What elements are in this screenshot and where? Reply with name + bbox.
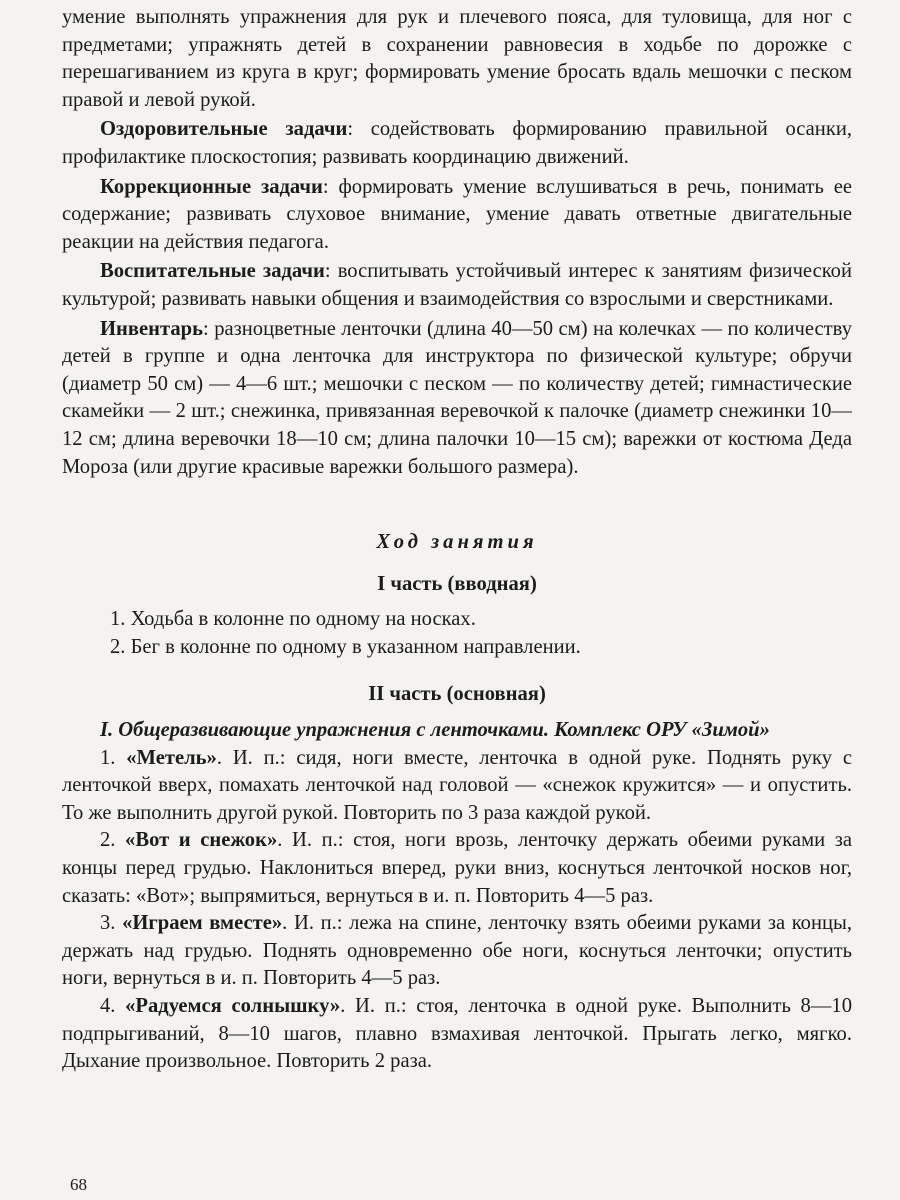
intro-paragraph: умение выполнять упражнения для рук и плечевого пояса, для туловища, для ног с предметами; упражнять детей в сохранении равновесия в ходьбе по дорожке с перешагиванием из круга в круг; формировать умение бросать вдаль мешочки с песком правой и левой рукой. [62,6,852,111]
part2-title: II часть (основная) [368,683,546,706]
exercise-number: 3. [100,912,123,935]
exercise-paragraph [62,745,852,828]
exercise-name: «Метель» [126,746,217,769]
correction-tasks-paragraph [62,174,852,257]
exercise-name: «Радуемся солнышку» [125,995,341,1017]
health-tasks-paragraph [62,116,852,171]
page-content [62,4,852,1076]
health-tasks-label: Оздоровительные задачи [100,118,348,141]
health-tasks-text: : содействовать формированию правильной осанки, профилактике плоскостопия; развивать координацию движений. [62,118,852,168]
part1-title: I часть (вводная) [377,572,537,595]
correction-tasks-label: Коррекционные задачи [100,175,323,198]
section-title: I. Общеразвивающие упражнения с ленточками. Комплекс ОРУ «Зимой» [100,719,770,742]
page-number: 68 [70,1175,87,1194]
exercise-number: 2. [100,829,126,852]
exercise-number: 4. [100,995,126,1017]
exercise-number: 1. [100,746,127,769]
exercise-paragraph [62,993,852,1076]
exercise-text: . И. п.: сидя, ноги вместе, ленточка в одной руке. Поднять руку с ленточкой вверх, помахать ленточкой над головой — «снежок кружится» — и опустить. То же выполнить другой рукой. Повторить по 3 раза каждой рукой. [62,746,852,824]
inventory-text: : разноцветные ленточки (длина 40—50 см) на колечках — по количеству детей в группе и одна ленточка для инструктора по физической культуре; обручи (диаметр 50 см) — 4—6 шт.; мешочки с песком — по количеству детей; гимнастические скамейки — 2 шт.; снежинка, привязанная веревочкой к палочке (диаметр снежинки 10—12 см; длина веревочки 18—10 см; длина палочки 10—15 см); варежки от костюма Деда Мороза (или другие красивые варежки большого размера). [62,317,852,478]
course-title: Ход занятия [376,531,538,554]
part1-item: 2. Бег в колонне по одному в указанном направлении. [110,635,581,658]
exercise-text: . И. п.: стоя, ноги врозь, ленточку держать обеими руками за концы перед грудью. Наклониться вперед, руки вниз, коснуться ленточкой носков ног, сказать: «Вот»; выпрямиться, вернуться в и. п. Повторить 4—5 раз. [62,829,852,907]
upbringing-tasks-text: : воспитывать устойчивый интерес к занятиям физической культурой; развивать навыки общения и взаимодействия со взрослыми и сверстниками. [62,260,853,310]
inventory-paragraph [62,316,852,482]
exercise-name: «Играем вместе» [122,912,283,935]
upbringing-tasks-label: Воспитательные задачи [100,260,325,283]
exercise-text: . И. п.: стоя, ленточка в одной руке. Выполнить 8—10 подпрыгиваний, 8—10 шагов, плавно взмахивая ленточкой. Прыгать легко, мягко. Дыхание произвольное. Повторить 2 раза. [62,995,852,1073]
exercise-name: «Вот и снежок» [125,829,278,852]
exercise-paragraph [62,827,852,910]
upbringing-tasks-paragraph [62,258,852,313]
part1-item: 1. Ходьба в колонне по одному на носках. [110,608,476,631]
inventory-label: Инвентарь [100,317,204,340]
correction-tasks-text: : формировать умение вслушиваться в речь, понимать ее содержание; развивать слуховое внимание, умение давать ответные двигательные реакции на действия педагога. [62,175,852,253]
exercise-paragraph [62,910,852,993]
exercise-text: . И. п.: лежа на спине, ленточку взять обеими руками за концы, держать над грудью. Поднять одновременно обе ноги, коснуться ленточки; опустить ноги, вернуться в и. п. Повторить 4—5 раз. [62,912,853,990]
